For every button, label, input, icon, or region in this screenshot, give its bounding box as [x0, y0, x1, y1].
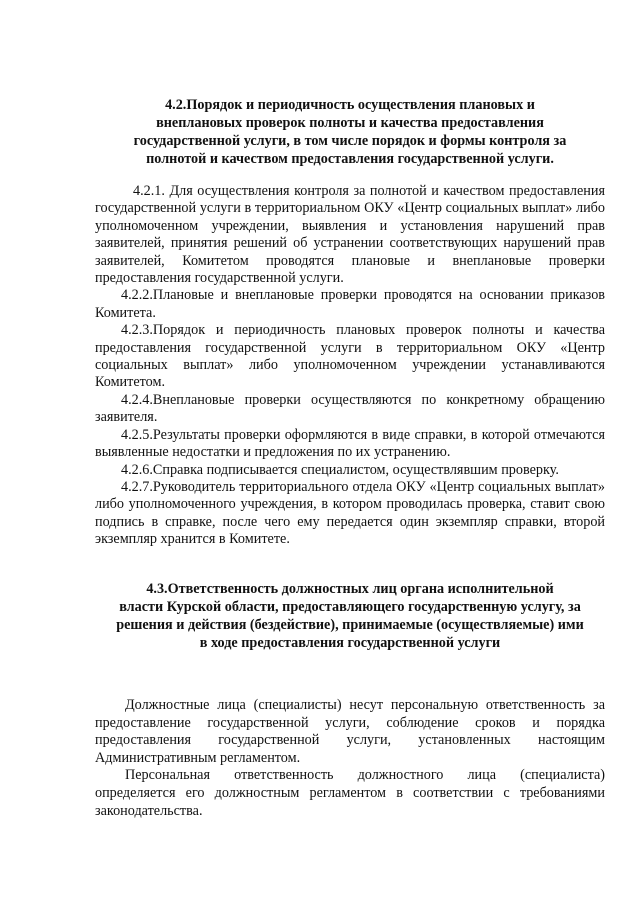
heading-line: в ходе предоставления государственной услуги — [199, 635, 501, 651]
paragraph-4-2-7: 4.2.7.Руководитель территориального отдела ОКУ «Центр социальных выплат» либо уполномоченного учреждения, в котором проводилась проверка, ставит свою подпись в справке, после чего ему передается один экземпляр справки, второй экземпляр хранится в Комитете. — [95, 478, 605, 548]
paragraph-responsibility: Должностные лица (специалисты) несут персональную ответственность за предоставление государственной услуги, соблюдение сроков и порядка предоставления государственной услуги, установленных настоящим Административным регламентом. — [95, 697, 605, 766]
paragraph-4-2-6: 4.2.6.Справка подписывается специалистом, осуществлявшим проверку. — [121, 461, 559, 478]
paragraph-4-2-2: 4.2.2.Плановые и внеплановые проверки проводятся на основании приказов Комитета. — [95, 287, 605, 321]
heading-line: 4.3.Ответственность должностных лиц органа исполнительной — [146, 581, 554, 597]
paragraph-4-2-5: 4.2.5.Результаты проверки оформляются в виде справки, в которой отмечаются выявленные недостатки и предложения по их устранению. — [95, 426, 605, 461]
paragraph-4-2-3: 4.2.3.Порядок и периодичность плановых проверок полноты и качества предоставления государственной услуги в территориальном ОКУ «Центр социальных выплат» либо уполномоченном учреждении устанавливаются Комитетом. — [95, 322, 605, 391]
heading-line: полнотой и качеством предоставления государственной услуги. — [146, 151, 554, 167]
heading-line: 4.2.Порядок и периодичность осуществления плановых и — [165, 97, 535, 113]
section-4-3-heading — [95, 580, 605, 652]
heading-line: решения и действия (бездействие), принимаемые (осуществляемые) ими — [116, 617, 584, 633]
section-4-2-heading — [95, 96, 605, 168]
section-4-2-body — [95, 183, 605, 549]
paragraph-4-2-1: 4.2.1. Для осуществления контроля за полнотой и качеством предоставления государственной услуги в территориальном ОКУ «Центр социальных выплат» либо уполномоченном учреждении, выявления и установления нарушений прав заявителей, принятия решений об устранении соответствующих нарушений прав заявителей, Комитетом проводятся плановые и внеплановые проверки предоставления государственной услуги. — [95, 183, 605, 287]
paragraph-personal-responsibility: Персональная ответственность должностного лица (специалиста) определяется его должностным регламентом в соответствии с требованиями законодательства. — [95, 767, 605, 819]
heading-line: государственной услуги, в том числе порядок и формы контроля за — [133, 133, 567, 149]
section-4-3-body — [95, 697, 605, 820]
heading-line: власти Курской области, предоставляющего государственную услугу, за — [119, 599, 581, 615]
paragraph-4-2-4: 4.2.4.Внеплановые проверки осуществляются по конкретному обращению заявителя. — [95, 391, 605, 426]
heading-line: внеплановых проверок полноты и качества предоставления — [156, 115, 544, 131]
